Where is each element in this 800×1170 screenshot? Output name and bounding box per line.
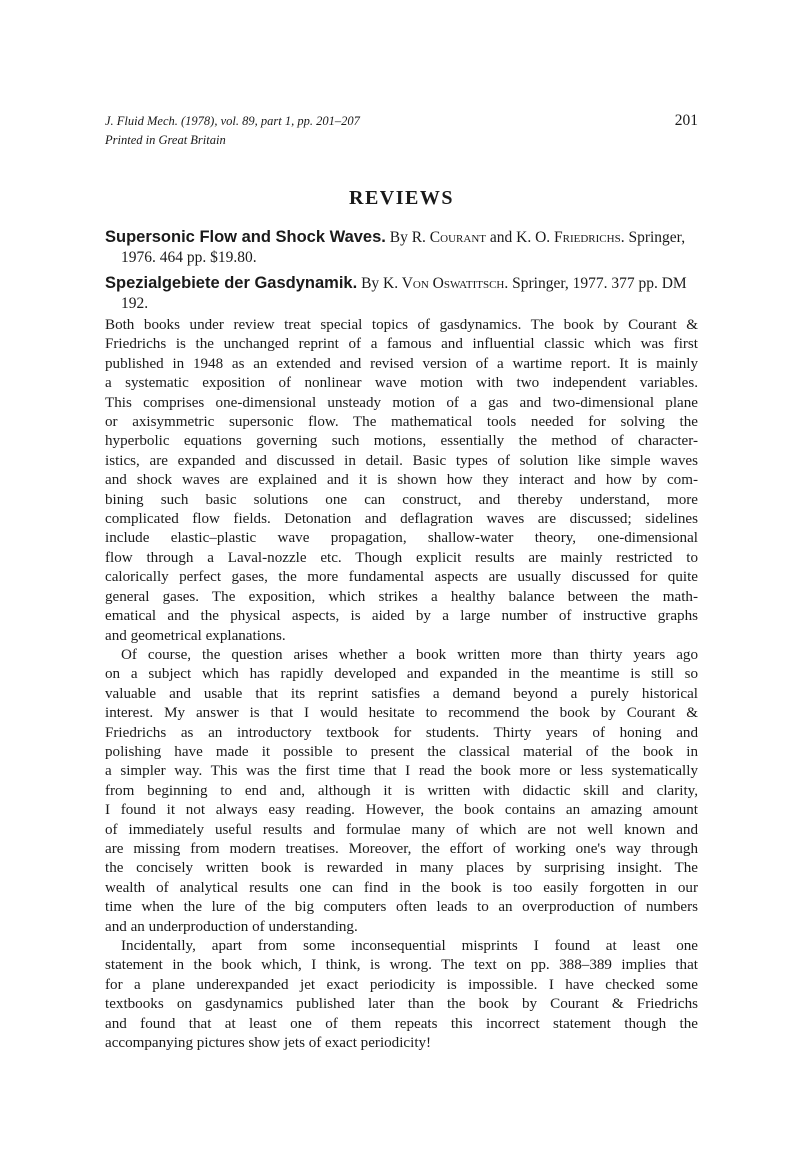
- text-line: and an underproduction of understanding.: [105, 918, 358, 935]
- text-line: or axisymmetric supersonic flow. The mathematical tools needed for solving the: [105, 414, 698, 431]
- review-entry: [105, 273, 698, 314]
- book-title: Spezialgebiete der Gasdynamik.: [105, 274, 358, 292]
- section-title: REVIEWS: [349, 187, 454, 209]
- text-line: Incidentally, apart from some inconsequential misprints I found at least one: [121, 938, 698, 954]
- author-name: R. Courant: [411, 229, 486, 246]
- text-line: Friedrichs as an introductory textbook for students. Thirty years of honing and: [105, 724, 698, 741]
- text-line: Of course, the question arises whether a book written more than thirty years ago: [121, 646, 698, 663]
- text-line: and shock waves are explained and it is shown how they interact and how by com-: [105, 472, 698, 489]
- review-entry: [105, 227, 698, 268]
- text-line: istics, are expanded and discussed in detail. Basic types of solution like simple waves: [105, 452, 698, 469]
- text-line: on a subject which has rapidly developed and expanded in the meantime is still so: [105, 666, 698, 683]
- text-line: a simpler way. This was the first time that I read the book more or less systematically: [105, 763, 698, 780]
- text-line: textbooks on gasdynamics published later than the book by Courant & Friedrichs: [105, 996, 698, 1013]
- text-line: for a plane underexpanded jet exact periodicity is impossible. I have checked some: [105, 976, 698, 993]
- text-line: of immediately useful results and formulae many of which are not well known and: [105, 821, 698, 838]
- page-number: 201: [674, 112, 698, 129]
- publication-details: Springer, 1977. 377 pp. DM 192.: [121, 275, 687, 312]
- text-line: are missing from modern treatises. Moreover, the effort of working one's way through: [105, 840, 698, 857]
- body-paragraph: [105, 937, 698, 1053]
- text-line: bining such basic solutions one can construct, and thereby understand, more: [105, 491, 698, 508]
- by-label: By: [389, 229, 408, 246]
- text-line: I found it not always easy reading. However, the book contains an amazing amount: [105, 802, 698, 819]
- text-line: ematical and the physical aspects, is aided by a large number of instructive graphs: [105, 608, 698, 625]
- text-line: a systematic exposition of nonlinear wave motion with two independent variables.: [105, 375, 698, 392]
- journal-citation: J. Fluid Mech. (1978), vol. 89, part 1, pp. 201–207: [105, 114, 360, 128]
- text-line: Friedrichs is the unchanged reprint of a famous and influential classic which was first: [105, 336, 698, 353]
- text-line: from beginning to end and, although it is written with didactic skill and clarity,: [105, 782, 698, 799]
- text-line: statement in the book which, I think, is wrong. The text on pp. 388–389 implies that: [105, 957, 698, 974]
- text-line: general gases. The exposition, which strikes a healthy balance between the math-: [105, 588, 698, 605]
- author-name: K. O. Friedrichs.: [516, 229, 625, 246]
- author-name: K. Von Oswatitsch.: [383, 275, 509, 292]
- text-line: hyperbolic equations governing such motions, essentially the method of character-: [105, 433, 698, 450]
- text-line: accompanying pictures show jets of exact periodicity!: [105, 1035, 432, 1052]
- text-line: valuable and usable that its reprint satisfies a demand beyond a purely historical: [105, 685, 698, 702]
- text-line: This comprises one-dimensional unsteady motion of a gas and two-dimensional plane: [105, 394, 698, 411]
- text-line: and geometrical explanations.: [105, 627, 286, 644]
- text-line: include elastic–plastic wave propagation, shallow-water theory, one-dimensional: [105, 530, 698, 547]
- publication-details: Springer, 1976. 464 pp. $19.80.: [121, 229, 686, 266]
- by-label: By: [361, 275, 380, 292]
- text-line: interest. My answer is that I would hesitate to recommend the book by Courant &: [105, 705, 698, 722]
- text-line: wealth of analytical results one can find in the book is too easily forgotten in our: [105, 879, 698, 896]
- text-line: calorically perfect gases, the more fundamental aspects are usually discussed for quite: [105, 569, 698, 586]
- printed-in-notice: Printed in Great Britain: [105, 133, 226, 147]
- text-line: and found that at least one of them repeats this incorrect statement though the: [105, 1015, 698, 1032]
- text-line: time when the lure of the big computers often leads to an overproduction of numbers: [105, 899, 698, 916]
- text-line: the concisely written book is rewarded in many places by surprising insight. The: [105, 860, 698, 877]
- text-line: published in 1948 as an extended and revised version of a wartime report. It is mainly: [105, 355, 698, 372]
- text-line: complicated flow fields. Detonation and deflagration waves are discussed; sidelines: [105, 511, 698, 528]
- text-line: polishing have made it possible to present the classical material of the book in: [105, 743, 698, 760]
- and-label: and: [489, 229, 513, 246]
- book-title: Supersonic Flow and Shock Waves.: [105, 228, 386, 246]
- running-head: [105, 112, 698, 150]
- body-paragraph: [105, 316, 698, 646]
- text-line: flow through a Laval-nozzle etc. Though explicit results are mainly restricted to: [105, 549, 698, 566]
- body-paragraph: [105, 646, 698, 937]
- review-body: [105, 316, 698, 1053]
- text-line: Both books under review treat special topics of gasdynamics. The book by Courant &: [105, 317, 698, 333]
